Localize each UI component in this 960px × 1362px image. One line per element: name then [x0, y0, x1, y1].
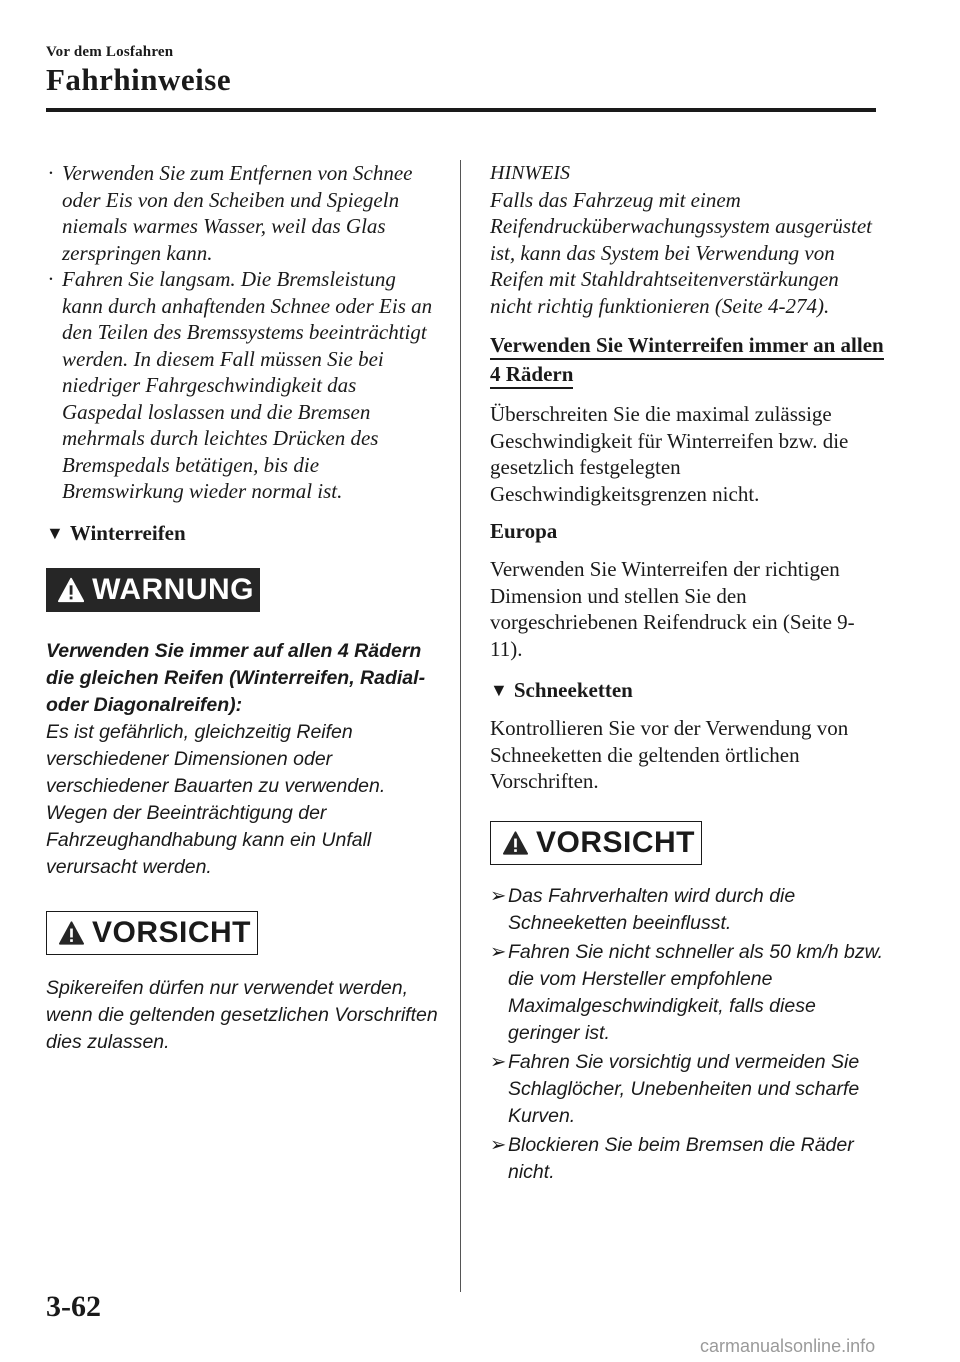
arrow-icon: ➢: [490, 1133, 507, 1156]
caution-badge: [490, 821, 702, 865]
triangle-down-icon: ▼: [490, 680, 508, 700]
winter-all-wheels-heading: Verwenden Sie Winterreifen immer an allen 4 Rädern: [490, 331, 885, 389]
caution-text: Spikereifen dürfen nur verwendet werden, wenn die geltenden gesetzlichen Vorschriften dies zulassen.: [46, 976, 438, 1053]
arrow-icon: ➢: [490, 940, 507, 963]
right-column: [490, 160, 885, 1188]
caution-item-text: Das Fahrverhalten wird durch die Schneeketten beeinflusst.: [508, 884, 796, 934]
caution-list: [490, 883, 885, 1186]
list-item: [490, 1132, 885, 1186]
warning-badge: [46, 568, 260, 612]
winter-tires-heading: [46, 521, 441, 546]
page-title: Fahrhinweise: [46, 62, 232, 97]
section-label: Vor dem Losfahren: [46, 44, 174, 60]
triangle-down-icon: ▼: [46, 522, 64, 543]
warning-body-text: Es ist gefährlich, gleichzeitig Reifen verschiedener Dimensionen oder verschiedener Bauarten zu verwenden. Wegen der Beeinträchtigung der Fahrzeughandhabung kann ein Unfall verursacht werden.: [46, 720, 386, 878]
caution-item-text: Fahren Sie nicht schneller als 50 km/h bzw. die vom Hersteller empfohlene Maximalgeschwindigkeit, falls diese geringer ist.: [508, 940, 884, 1044]
page-number: 3-62: [46, 1290, 101, 1323]
caution-label: VORSICHT: [91, 915, 251, 949]
list-item: [46, 266, 441, 505]
column-divider: [460, 160, 461, 1292]
caution-item-text: Fahren Sie vorsichtig und vermeiden Sie Schlaglöcher, Unebenheiten und scharfe Kurven.: [508, 1050, 860, 1127]
bullet-text: Fahren Sie langsam. Die Bremsleistung kann durch anhaftenden Schnee oder Eis an den Teilen des Bremssystems beeinträchtigt werden. In diesem Fall müssen Sie bei niedriger Fahrgeschwindigkeit das Gaspedal loslassen und die Bremsen mehrmals durch leichtes Drücken des Bremspedals betätigen, bis die Bremswirkung wieder normal ist.: [62, 267, 433, 503]
bullet-list: [46, 160, 441, 505]
bullet-icon: ·: [48, 161, 54, 185]
snow-chains-paragraph: Kontrollieren Sie vor der Verwendung von Schneeketten die geltenden örtlichen Vorschriften.: [490, 716, 849, 793]
caution-triangle-icon: [59, 920, 84, 946]
warning-bold-text: Verwenden Sie immer auf allen 4 Rädern die gleichen Reifen (Winterreifen, Radial- oder Diagonalreifen):: [46, 639, 426, 716]
winter-tires-heading-text: Winterreifen: [69, 520, 186, 545]
list-item: [490, 939, 885, 1047]
warning-triangle-icon: [58, 577, 84, 603]
snow-chains-heading: [490, 678, 885, 703]
arrow-icon: ➢: [490, 1050, 507, 1073]
europe-label: Europa: [490, 519, 558, 543]
speed-paragraph: Überschreiten Sie die maximal zulässige Geschwindigkeit für Winterreifen bzw. die gesetzlich festgelegten Geschwindigkeitsgrenzen nicht.: [490, 402, 849, 506]
warning-text-block: [46, 638, 441, 881]
bullet-text: Verwenden Sie zum Entfernen von Schnee oder Eis von den Scheiben und Spiegeln niemals warmes Wasser, weil das Glas zerspringen kann.: [62, 161, 413, 265]
footer-watermark: carmanualsonline.info: [700, 1336, 876, 1356]
left-column: [46, 160, 441, 1056]
hinweis-text: Falls das Fahrzeug mit einem Reifendrucküberwachungssystem ausgerüstet ist, kann das System bei Verwendung von Reifen mit Stahldrahtseitenverstärkungen nicht richtig funktionieren (Seite 4-274).: [490, 187, 873, 318]
arrow-icon: ➢: [490, 884, 507, 907]
bullet-icon: ·: [48, 267, 54, 291]
list-item: [490, 883, 885, 937]
list-item: [46, 160, 441, 266]
list-item: [490, 1049, 885, 1130]
caution-triangle-icon: [503, 830, 528, 856]
hinweis-title: HINWEIS: [490, 162, 570, 184]
caution-label: VORSICHT: [535, 825, 695, 859]
caution-badge: [46, 911, 258, 955]
warning-label: WARNUNG: [92, 572, 254, 606]
caution-item-text: Blockieren Sie beim Bremsen die Räder nicht.: [508, 1133, 854, 1183]
europe-paragraph: Verwenden Sie Winterreifen der richtigen Dimension und stellen Sie den vorgeschriebenen Reifendruck ein (Seite 9-11).: [490, 557, 855, 661]
snow-chains-heading-text: Schneeketten: [513, 678, 633, 702]
header-rule: [46, 108, 876, 112]
